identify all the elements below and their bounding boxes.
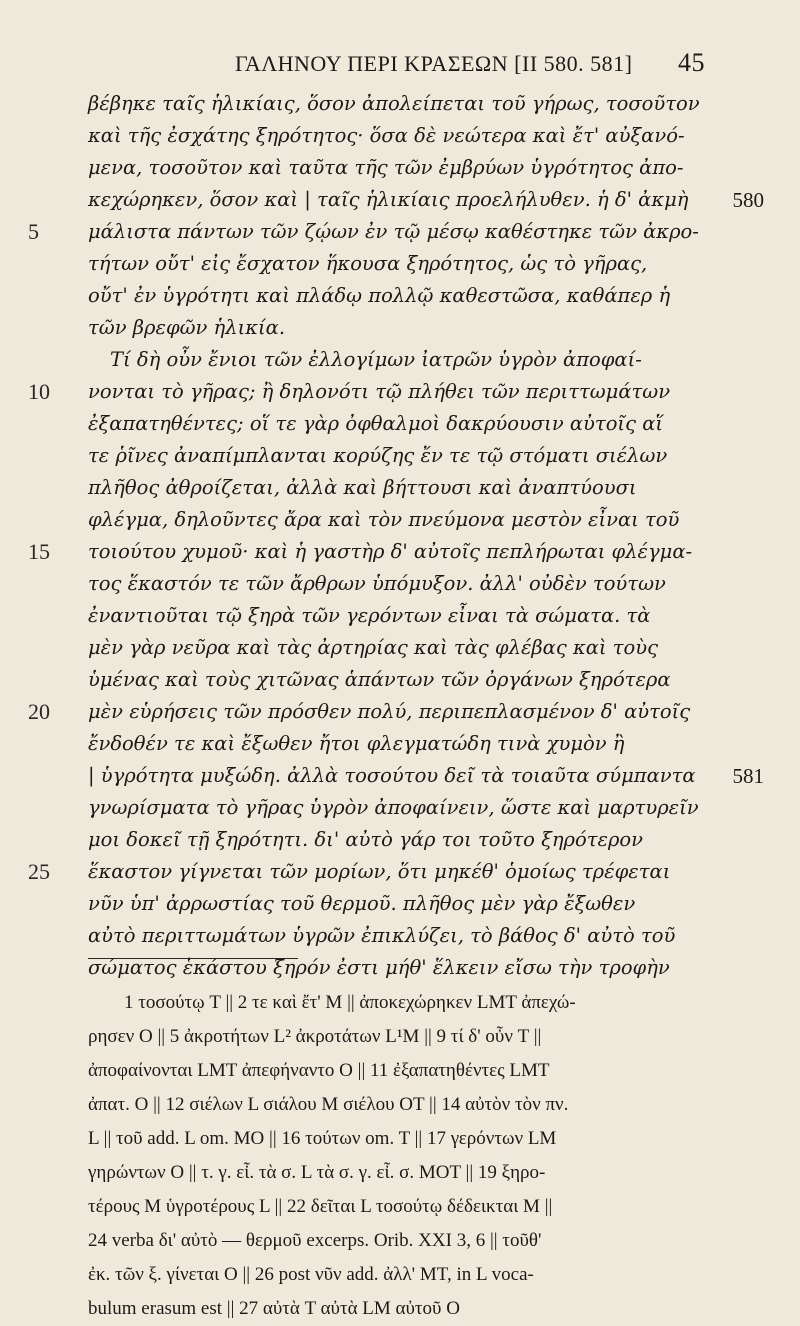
margin-page-ref-581: 581 [732, 764, 764, 788]
line-number-20: 20 [28, 699, 50, 724]
text-line: μενα, τοσοῦτον καὶ ταῦτα τῆς τῶν ἐμβρύων ὑγρότητος ἀπο- [88, 156, 684, 179]
apparatus-line: ἀπατ. O || 12 σιέλων L σιάλου M σιέλου OT || 14 αὐτὸν τὸν πν. [88, 1094, 569, 1115]
text-line: κεχώρηκεν, ὅσον καὶ | ταῖς ἡλικίαις προελήλυθεν. ἡ δ' ἀκμὴ [88, 188, 689, 211]
text-line: μὲν εὑρήσεις τῶν πρόσθεν πολύ, περιπεπλασμένον δ' αὐτοῖς [88, 700, 691, 723]
apparatus-line: γηρώντων O || τ. γ. εἶ. τὰ σ. L τὰ σ. γ. εἶ. σ. MOT || 19 ξηρο- [88, 1162, 546, 1183]
text-line: τος ἕκαστόν τε τῶν ἄρθρων ὑπόμυξον. ἀλλ' οὐδὲν τούτων [88, 572, 666, 595]
running-header [235, 48, 705, 78]
apparatus-line: 24 verba δι' αὐτὸ — θερμοῦ excerps. Orib. XXI 3, 6 || τοῦθ' [88, 1230, 542, 1251]
line-number-15: 15 [28, 539, 50, 564]
text-line: Τί δὴ οὖν ἔνιοι τῶν ἐλλογίμων ἰατρῶν ὑγρὸν ἀποφαί- [110, 348, 642, 371]
text-line: πλῆθος ἀθροίζεται, ἀλλὰ καὶ βήττουσι καὶ ἀναπτύουσι [88, 476, 637, 499]
text-line: ἐξαπατηθέντες; οἵ τε γὰρ ὀφθαλμοὶ δακρύουσιν αὐτοῖς αἵ [88, 412, 664, 435]
text-line: ὑμένας καὶ τοὺς χιτῶνας ἁπάντων τῶν ὀργάνων ξηρότερα [88, 668, 671, 691]
line-number-5: 5 [28, 219, 39, 244]
line-number-25: 25 [28, 859, 50, 884]
text-line: καὶ τῆς ἐσχάτης ξηρότητος· ὅσα δὲ νεώτερα καὶ ἔτ' αὐξανό- [88, 124, 685, 147]
text-line: γνωρίσματα τὸ γῆρας ὑγρὸν ἀποφαίνειν, ὥστε καὶ μαρτυρεῖν [88, 796, 699, 819]
text-line: ἕκαστον γίγνεται τῶν μορίων, ὅτι μηκέθ' ὁμοίως τρέφεται [88, 860, 671, 883]
text-line: φλέγμα, δηλοῦντες ἄρα καὶ τὸν πνεύμονα μεστὸν εἶναι τοῦ [88, 508, 680, 531]
text-line: μοι δοκεῖ τῇ ξηρότητι. δι' αὐτὸ γάρ τοι τοῦτο ξηρότερον [88, 828, 644, 851]
text-line: ἐναντιοῦται τῷ ξηρὰ τῶν γερόντων εἶναι τὰ σώματα. τὰ [88, 604, 651, 627]
text-line: οὔτ' ἐν ὑγρότητι καὶ πλάδῳ πολλῷ καθεστῶσα, καθάπερ ἡ [88, 284, 671, 307]
running-title: ΓΑΛΗΝΟΥ ΠΕΡΙ ΚΡΑΣΕΩΝ [II 580. 581] [235, 51, 633, 76]
apparatus-line: ἐκ. τῶν ξ. γίνεται O || 26 post νῦν add. ἀλλ' MT, in L voca- [88, 1264, 534, 1285]
text-line: τῶν βρεφῶν ἡλικία. [88, 316, 286, 339]
text-line: ἔνδοθέν τε καὶ ἔξωθεν ἤτοι φλεγματώδη τινὰ χυμὸν ἢ [88, 732, 625, 755]
page-number: 45 [678, 48, 705, 77]
footnote-divider [88, 958, 298, 959]
margin-page-ref-580: 580 [732, 188, 764, 212]
text-line: τήτων οὔτ' εἰς ἔσχατον ἥκουσα ξηρότητος, ὡς τὸ γῆρας, [88, 252, 648, 275]
text-line: μὲν γὰρ νεῦρα καὶ τὰς ἀρτηρίας καὶ τὰς φλέβας καὶ τοὺς [88, 636, 659, 659]
text-line: σώματος ἑκάστου ξηρόν ἐστι μήθ' ἕλκειν εἴσω τὴν τροφὴν [88, 956, 670, 979]
text-line: νονται τὸ γῆρας; ἢ δηλονότι τῷ πλήθει τῶν περιττωμάτων [88, 380, 671, 403]
line-number-10: 10 [28, 379, 50, 404]
apparatus-line: bulum erasum est || 27 αὐτὰ T αὐτὰ LM αὐτοῦ O [88, 1298, 460, 1319]
text-line: νῦν ὑπ' ἀρρωστίας τοῦ θερμοῦ. πλῆθος μὲν γὰρ ἔξωθεν [88, 892, 636, 915]
apparatus-line: 1 τοσούτῳ T || 2 τε καὶ ἔτ' M || ἀποκεχώρηκεν LMT ἀπεχώ- [124, 992, 576, 1013]
text-line: | ὑγρότητα μυξώδη. ἀλλὰ τοσούτου δεῖ τὰ τοιαῦτα σύμπαντα [88, 764, 696, 787]
text-line: τε ῥῖνες ἀναπίμπλανται κορύζης ἔν τε τῷ στόματι σιέλων [88, 444, 668, 467]
apparatus-line: ἀποφαίνονται LMT ἀπεφήναντο O || 11 ἐξαπατηθέντες LMT [88, 1060, 550, 1081]
apparatus-line: L || τοῦ add. L om. MO || 16 τούτων om. T || 17 γερόντων LM [88, 1128, 557, 1149]
text-line: αὐτὸ περιττωμάτων ὑγρῶν ἐπικλύζει, τὸ βάθος δ' αὐτὸ τοῦ [88, 924, 676, 947]
text-line: τοιούτου χυμοῦ· καὶ ἡ γαστὴρ δ' αὐτοῖς πεπλήρωται φλέγμα- [88, 540, 693, 563]
apparatus-line: ρησεν O || 5 ἀκροτήτων L² ἀκροτάτων L¹M || 9 τί δ' οὖν T || [88, 1026, 542, 1047]
text-line: βέβηκε ταῖς ἡλικίαις, ὅσον ἀπολείπεται τοῦ γήρως, τοσοῦτον [88, 92, 700, 115]
text-line: μάλιστα πάντων τῶν ζῴων ἐν τῷ μέσῳ καθέστηκε τῶν ἀκρο- [88, 220, 699, 243]
apparatus-line: τέρους M ὑγροτέρους L || 22 δεῖται L τοσούτῳ δέδεικται M || [88, 1196, 553, 1217]
